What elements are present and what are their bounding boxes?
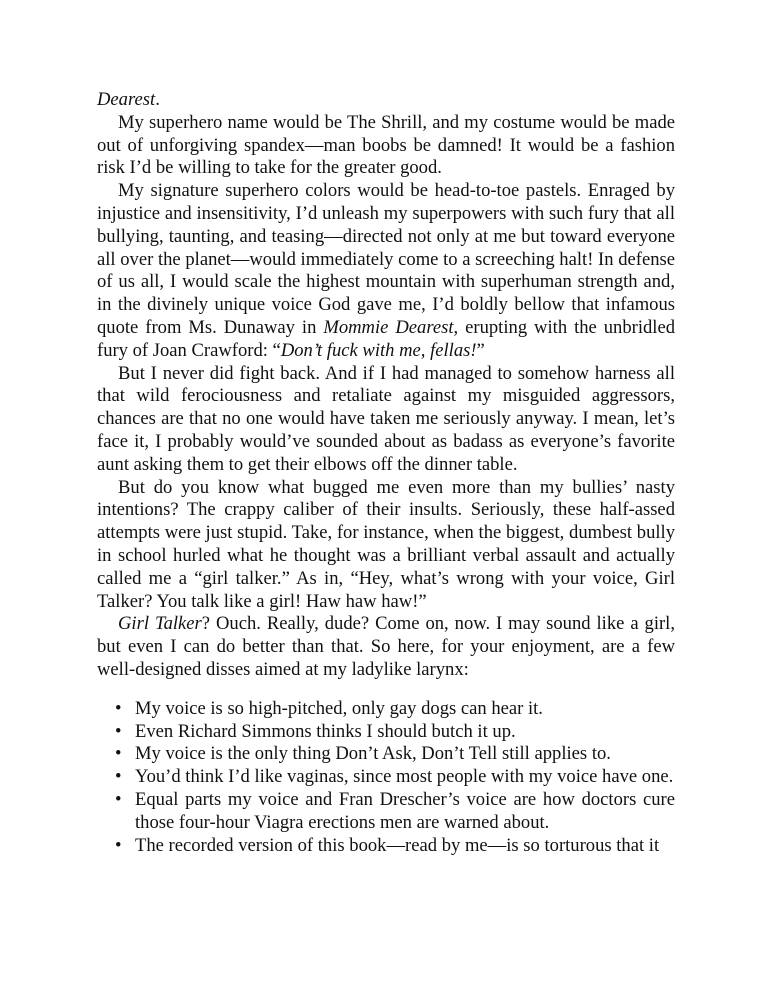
list-item-text: Even Richard Simmons thinks I should butch it up. — [135, 720, 516, 742]
book-page — [97, 89, 675, 857]
list-item-text: You’d think I’d like vaginas, since most people with my voice have one. — [135, 766, 674, 788]
text-run: ” — [476, 339, 485, 361]
list-item-text: My voice is the only thing Don’t Ask, Don’t Tell still applies to. — [135, 743, 611, 765]
text-run: But do you know what bugged me even more than my bullies’ nasty intentions? The crappy caliber of their insults. Seriously, these half-assed attempts were just stupid. Take, for instance, when the biggest, dumbest bully in school hurled what he thought was a brilliant verbal assault and actually called me a “girl talker.” As in, “Hey, what’s wrong with your voice, Girl Talker? You talk like a girl! Haw haw haw!” — [97, 476, 675, 612]
text-run: My signature superhero colors would be head-to-toe pastels. Enraged by injustice and insensitivity, I’d unleash my superpowers with such fury that all bullying, taunting, and teasing—directed not only at me but toward everyone all over the planet—would immediately come to a screeching halt! In defense of us all, I would scale the highest mountain with superhuman strength and, in the divinely unique voice God gave me, I’d boldly bellow that infamous quote from Ms. Dunaway in — [97, 180, 675, 338]
paragraph — [97, 180, 675, 362]
italic-text: Don’t fuck with me, fellas! — [280, 339, 477, 361]
text-run: My superhero name would be The Shrill, and my costume would be made out of unforgiving spandex—man boobs be damned! It would be a fashion risk I’d be willing to take for the greater good. — [97, 111, 675, 179]
text-run: , erupting with the unbridled fury of Joan Crawford: “ — [97, 316, 675, 361]
paragraph — [97, 613, 675, 681]
bullet-icon: • — [115, 697, 122, 719]
text-run: ? Ouch. Really, dude? Come on, now. I may sound like a girl, but even I can do better than that. So here, for your enjoyment, are a few well-designed disses aimed at my ladylike larynx: — [97, 613, 675, 680]
italic-text: Dearest — [97, 89, 156, 110]
bullet-icon: • — [115, 720, 122, 742]
list-item — [97, 721, 675, 744]
paragraph — [97, 89, 675, 112]
bullet-icon: • — [115, 788, 122, 810]
disses-list — [97, 698, 675, 858]
list-item-text: Equal parts my voice and Fran Drescher’s voice are how doctors cure those four-hour Viagra erections men are warned about. — [135, 788, 675, 833]
bullet-icon: • — [115, 834, 122, 856]
list-item-text: The recorded version of this book—read by me—is so torturous that it — [135, 834, 660, 856]
list-item — [97, 698, 675, 721]
text-run: . — [155, 89, 160, 110]
bullet-icon: • — [115, 766, 122, 788]
italic-text: Girl Talker — [118, 613, 202, 635]
list-item — [97, 743, 675, 766]
italic-text: Mommie Dearest — [323, 316, 454, 338]
paragraph — [97, 363, 675, 477]
list-item-text: My voice is so high-pitched, only gay dogs can hear it. — [135, 697, 543, 719]
paragraph — [97, 477, 675, 614]
list-item — [97, 835, 675, 858]
text-run: But I never did fight back. And if I had managed to somehow harness all that wild ferociousness and retaliate against my misguided aggressors, chances are that no one would have taken me seriously anyway. I mean, let’s face it, I probably would’ve sounded about as badass as everyone’s favorite aunt asking them to get their elbows off the dinner table. — [97, 362, 675, 475]
list-item — [97, 766, 675, 789]
bullet-icon: • — [115, 743, 122, 765]
list-item — [97, 789, 675, 835]
paragraph — [97, 112, 675, 180]
body-text — [97, 89, 675, 682]
